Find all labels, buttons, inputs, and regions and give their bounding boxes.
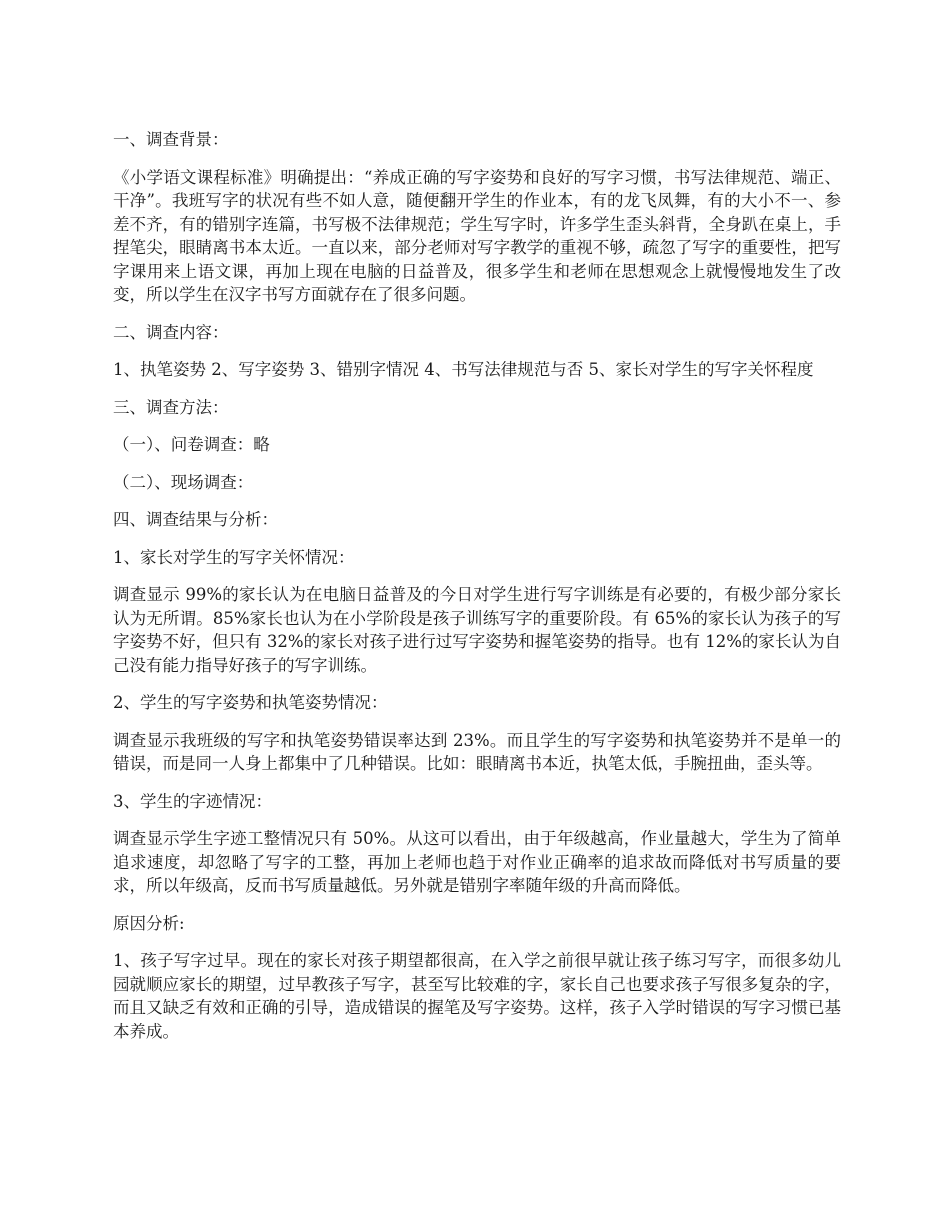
heading-survey-background: 一、调查背景： <box>113 130 229 149</box>
heading-survey-content: 二、调查内容： <box>113 322 229 342</box>
method-onsite: （二）、现场调查： <box>113 472 254 492</box>
subheading-parent-care: 1、家长对学生的写字关怀情况： <box>113 547 355 567</box>
paragraph-parent-care: 调查显示 99%的家长认为在电脑日益普及的今日对学生进行写字训练是有必要的，有极少部分家长认为无所谓。85%家长也认为在小学阶段是孩子训练写字的重要阶段。有 65%的家长认为孩子的写字姿势不好，但只有 32%的家长对孩子进行过写字姿势和握笔姿势的指导。也有 12%的家长认为自己没有能力指导好孩子的写字训练。 <box>113 585 841 675</box>
paragraph-background: 《小学语文课程标准》明确提出：“养成正确的写字姿势和良好的写字习惯，书写法律规范、端正、干净”。我班写字的状况有些不如人意，随便翻开学生的作业本，有的龙飞凤舞，有的大小不一、参差不齐，有的错别字连篇，书写极不法律规范；学生写字时，许多学生歪头斜背，全身趴在桌上，手捏笔尖，眼睛离书本太近。一直以来，部分老师对写字教学的重视不够，疏忽了写字的重要性，把写字课用来上语文课，再加上现在电脑的日益普及，很多学生和老师在思想观念上就慢慢地发生了改变，所以学生在汉字书写方面就存在了很多问题。 <box>113 167 841 304</box>
paragraph-content-items: 1、执笔姿势 2、写字姿势 3、错别字情况 4、书写法律规范与否 5、家长对学生的写字关怀程度 <box>113 360 814 379</box>
paragraph-posture: 调查显示我班级的写字和执笔姿势错误率达到 23%。而且学生的写字姿势和执笔姿势并不是单一的错误，而是同一人身上都集中了几种错误。比如：眼睛离书本近，执笔太低，手腕扭曲，歪头等。 <box>113 730 841 773</box>
subheading-handwriting: 3、学生的字迹情况： <box>113 791 272 811</box>
heading-survey-method: 三、调查方法： <box>113 397 229 417</box>
paragraph-handwriting: 调查显示学生字迹工整情况只有 50%。从这可以看出，由于年级越高，作业量越大，学生为了简单追求速度，却忽略了写字的工整，再加上老师也趋于对作业正确率的追求故而降低对书写质量的要求，所以年级高，反而书写质量越低。另外就是错别字率随年级的升高而降低。 <box>113 829 841 895</box>
heading-cause-analysis: 原因分析: <box>113 913 185 933</box>
method-questionnaire: （一）、问卷调查：略 <box>113 435 270 454</box>
document-body <box>113 128 841 1057</box>
subheading-posture: 2、学生的写字姿势和执笔姿势情况： <box>113 693 388 712</box>
paragraph-cause-1: 1、孩子写字过早。现在的家长对孩子期望都很高，在入学之前很早就让孩子练习写字，而很多幼儿园就顺应家长的期望，过早教孩子写字，甚至写比较难的字，家长自己也要求孩子写很多复杂的字，而且又缺乏有效和正确的引导，造成错误的握笔及写字姿势。这样，孩子入学时错误的写字习惯已基本养成。 <box>113 951 841 1041</box>
heading-results-analysis: 四、调查结果与分析： <box>113 510 278 529</box>
